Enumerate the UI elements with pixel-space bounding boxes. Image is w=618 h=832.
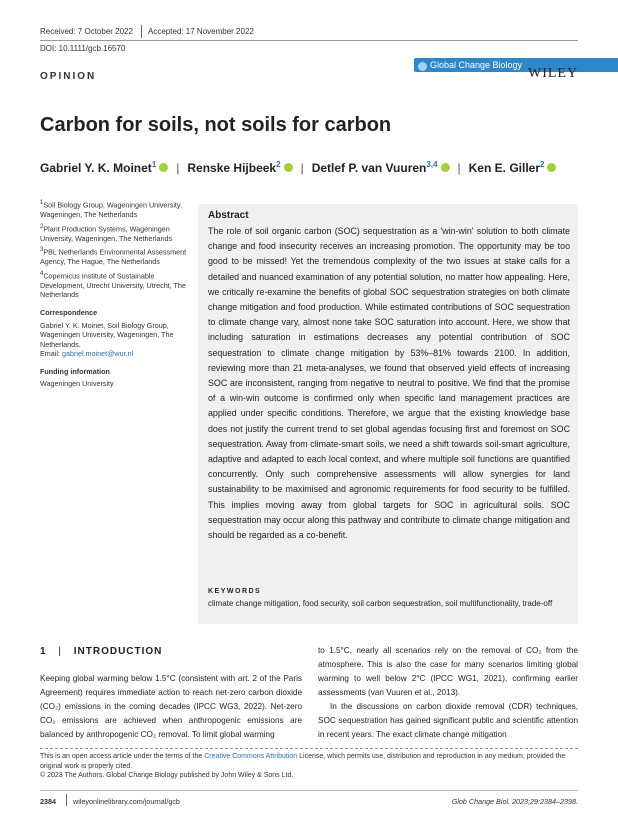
author-name[interactable]: Ken E. Giller (468, 161, 540, 175)
section-label: OPINION (40, 71, 97, 82)
page-number: 2384 (40, 797, 56, 806)
affiliation: $^4$Copernicus Institute of Sustainable Development, Utrecht University, Utrecht, The Netherlands (40, 270, 186, 300)
abstract-heading: Abstract (208, 210, 249, 221)
affiliation: $^1$Soil Biology Group, Wageningen University, Wageningen, The Netherlands (40, 200, 182, 219)
keywords-text: climate change mitigation, food security, soil carbon sequestration, soil multifunctionality, trade-off (208, 599, 553, 608)
author-name[interactable]: Detlef P. van Vuuren (311, 161, 427, 175)
heading-separator: | (58, 646, 62, 657)
author-separator: | (457, 161, 461, 175)
intro-column-2a: to 1.5°C, nearly all scenarios rely on the removal of CO₂ from the atmosphere. This is also the case for many scenarios limiting global warming to well below 2°C (IPCC WG1, 2021), confirming earlier assessments (van Vuuren et al., 2013). (318, 646, 578, 697)
section-heading (40, 646, 162, 657)
header-divider (141, 25, 142, 38)
affiliation: $^2$Plant Production Systems, Wageningen University, Wageningen, The Netherlands (40, 223, 173, 243)
author-separator: | (300, 161, 304, 175)
orcid-icon[interactable] (441, 163, 450, 172)
author-name[interactable]: Gabriel Y. K. Moinet (40, 161, 152, 175)
journal-logo-icon (418, 62, 427, 71)
doi[interactable]: DOI: 10.1111/gcb.16570 (40, 44, 126, 53)
email-line: Email: gabriel.moinet@wur.nl (40, 349, 134, 359)
author-affil-sup: 2 (276, 160, 281, 169)
journal-name: Global Change Biology (430, 60, 523, 70)
keywords-heading: KEYWORDS (208, 588, 262, 595)
abstract-box (198, 204, 578, 624)
section-title: INTRODUCTION (73, 646, 163, 657)
intro-column-2b: In the discussions on carbon dioxide removal (CDR) techniques, SOC sequestration has gained significant public and scientific attention in recent years. The exact climate change mitigation (318, 702, 578, 739)
article-title: Carbon for soils, not soils for carbon (40, 114, 392, 136)
orcid-icon[interactable] (284, 163, 293, 172)
author-affil-sup: 2 (540, 160, 545, 169)
affiliation: $^3$PBL Netherlands Environmental Assessment Agency, The Hague, The Netherlands (40, 247, 187, 267)
funding-text: Wageningen University (40, 379, 114, 389)
publisher-logo: WILEY (528, 66, 579, 81)
author-list (40, 160, 556, 175)
email-link[interactable]: gabriel.moinet@wur.nl (61, 349, 134, 359)
footer-divider (66, 794, 67, 806)
orcid-icon[interactable] (159, 163, 168, 172)
section-number: 1 (40, 646, 47, 657)
license-note: This is an open access article under the terms of the Creative Commons Attribution License, which permits use, distribution and reproduction in any medium, provided the original work is properly cited. © 2023 The Authors. Global Change Biology published by John Wiley & Sons Ltd. (40, 753, 566, 779)
funding-heading: Funding information (40, 366, 110, 376)
footnote-rule (40, 748, 578, 749)
author-affil-sup: 3,4 (426, 160, 438, 169)
correspondence-text: Gabriel Y. K. Moinet, Soil Biology Group, Wageningen University, Wageningen, The Netherlands. (40, 320, 174, 349)
intro-column-1: Keeping global warming below 1.5°C (consistent with art. 2 of the Paris Agreement) requires immediate action to reach net-zero carbon dioxide (CO₂) emissions in the coming decades (IPCC WG3, 2022). Net-zero CO₂ emissions are achieved when anthropogenic emissions are balanced by anthropogenic CO₂ removal. To limit global warming (40, 674, 302, 739)
abstract-text: The role of soil organic carbon (SOC) sequestration as a 'win-win' solution to both climate change and food insecurity receives an increasing promotion. The opportunity may be too good to be missed! Yet the tremendous complexity of the two issues at stake calls for a detailed and nuanced examination of any potential solution, no matter how appealing. Here, we critically re-examine the benefits of global SOC sequestration strategies on both climate change mitigation and food production. While estimated contributions of SOC sequestration to climate change vary, almost none take SOC saturation into account. Here, we show that including saturation in estimations decreases any potential contribution of SOC sequestration to climate change mitigation by 53%–81% towards 2100. In addition, reviewing more than 21 meta-analyses, we found that observed yield effects of increasing SOC are inconsistent, ranging from negative to neutral to positive. We find that the promise of a win-win outcome is confirmed only when specific land management practices are applied under specific conditions. Therefore, we argue that the existing knowledge base does not justify the current trend to set global agendas focusing first and foremost on SOC sequestration. Away from climate-smart soils, we need a shift towards soil-smart agriculture, adaptive and adapted to each local context, and where multiple soil functions are quantified concurrently. Only such comprehensive assessments will allow synergies for land sustainability to be maximised and agronomic requirements for food security to be fulfilled. This implies moving away from global targets for SOC in agricultural soils. SOC sequestration may occur along this pathway and contribute to climate change mitigation and should be regarded as a co-benefit. (208, 226, 570, 541)
journal-url[interactable]: wileyonlinelibrary.com/journal/gcb (73, 797, 180, 806)
copyright-line: © 2023 The Authors. Global Change Biology published by John Wiley & Sons Ltd. (40, 772, 294, 779)
correspondence-heading: Correspondence (40, 307, 98, 317)
author-affil-sup: 1 (151, 160, 157, 169)
license-link[interactable]: Creative Commons Attribution (204, 753, 298, 760)
citation: Glob Change Biol. 2023;29:2384–2398. (451, 797, 578, 806)
header-rule (40, 40, 578, 41)
received-date: Received: 7 October 2022 (40, 27, 133, 36)
accepted-date: Accepted: 17 November 2022 (148, 27, 254, 36)
author-separator: | (176, 161, 180, 175)
footer-rule (40, 790, 578, 791)
orcid-icon[interactable] (547, 163, 556, 172)
sidebar (40, 199, 192, 392)
journal-badge[interactable] (414, 58, 618, 72)
author-name[interactable]: Renske Hijbeek (187, 161, 277, 175)
